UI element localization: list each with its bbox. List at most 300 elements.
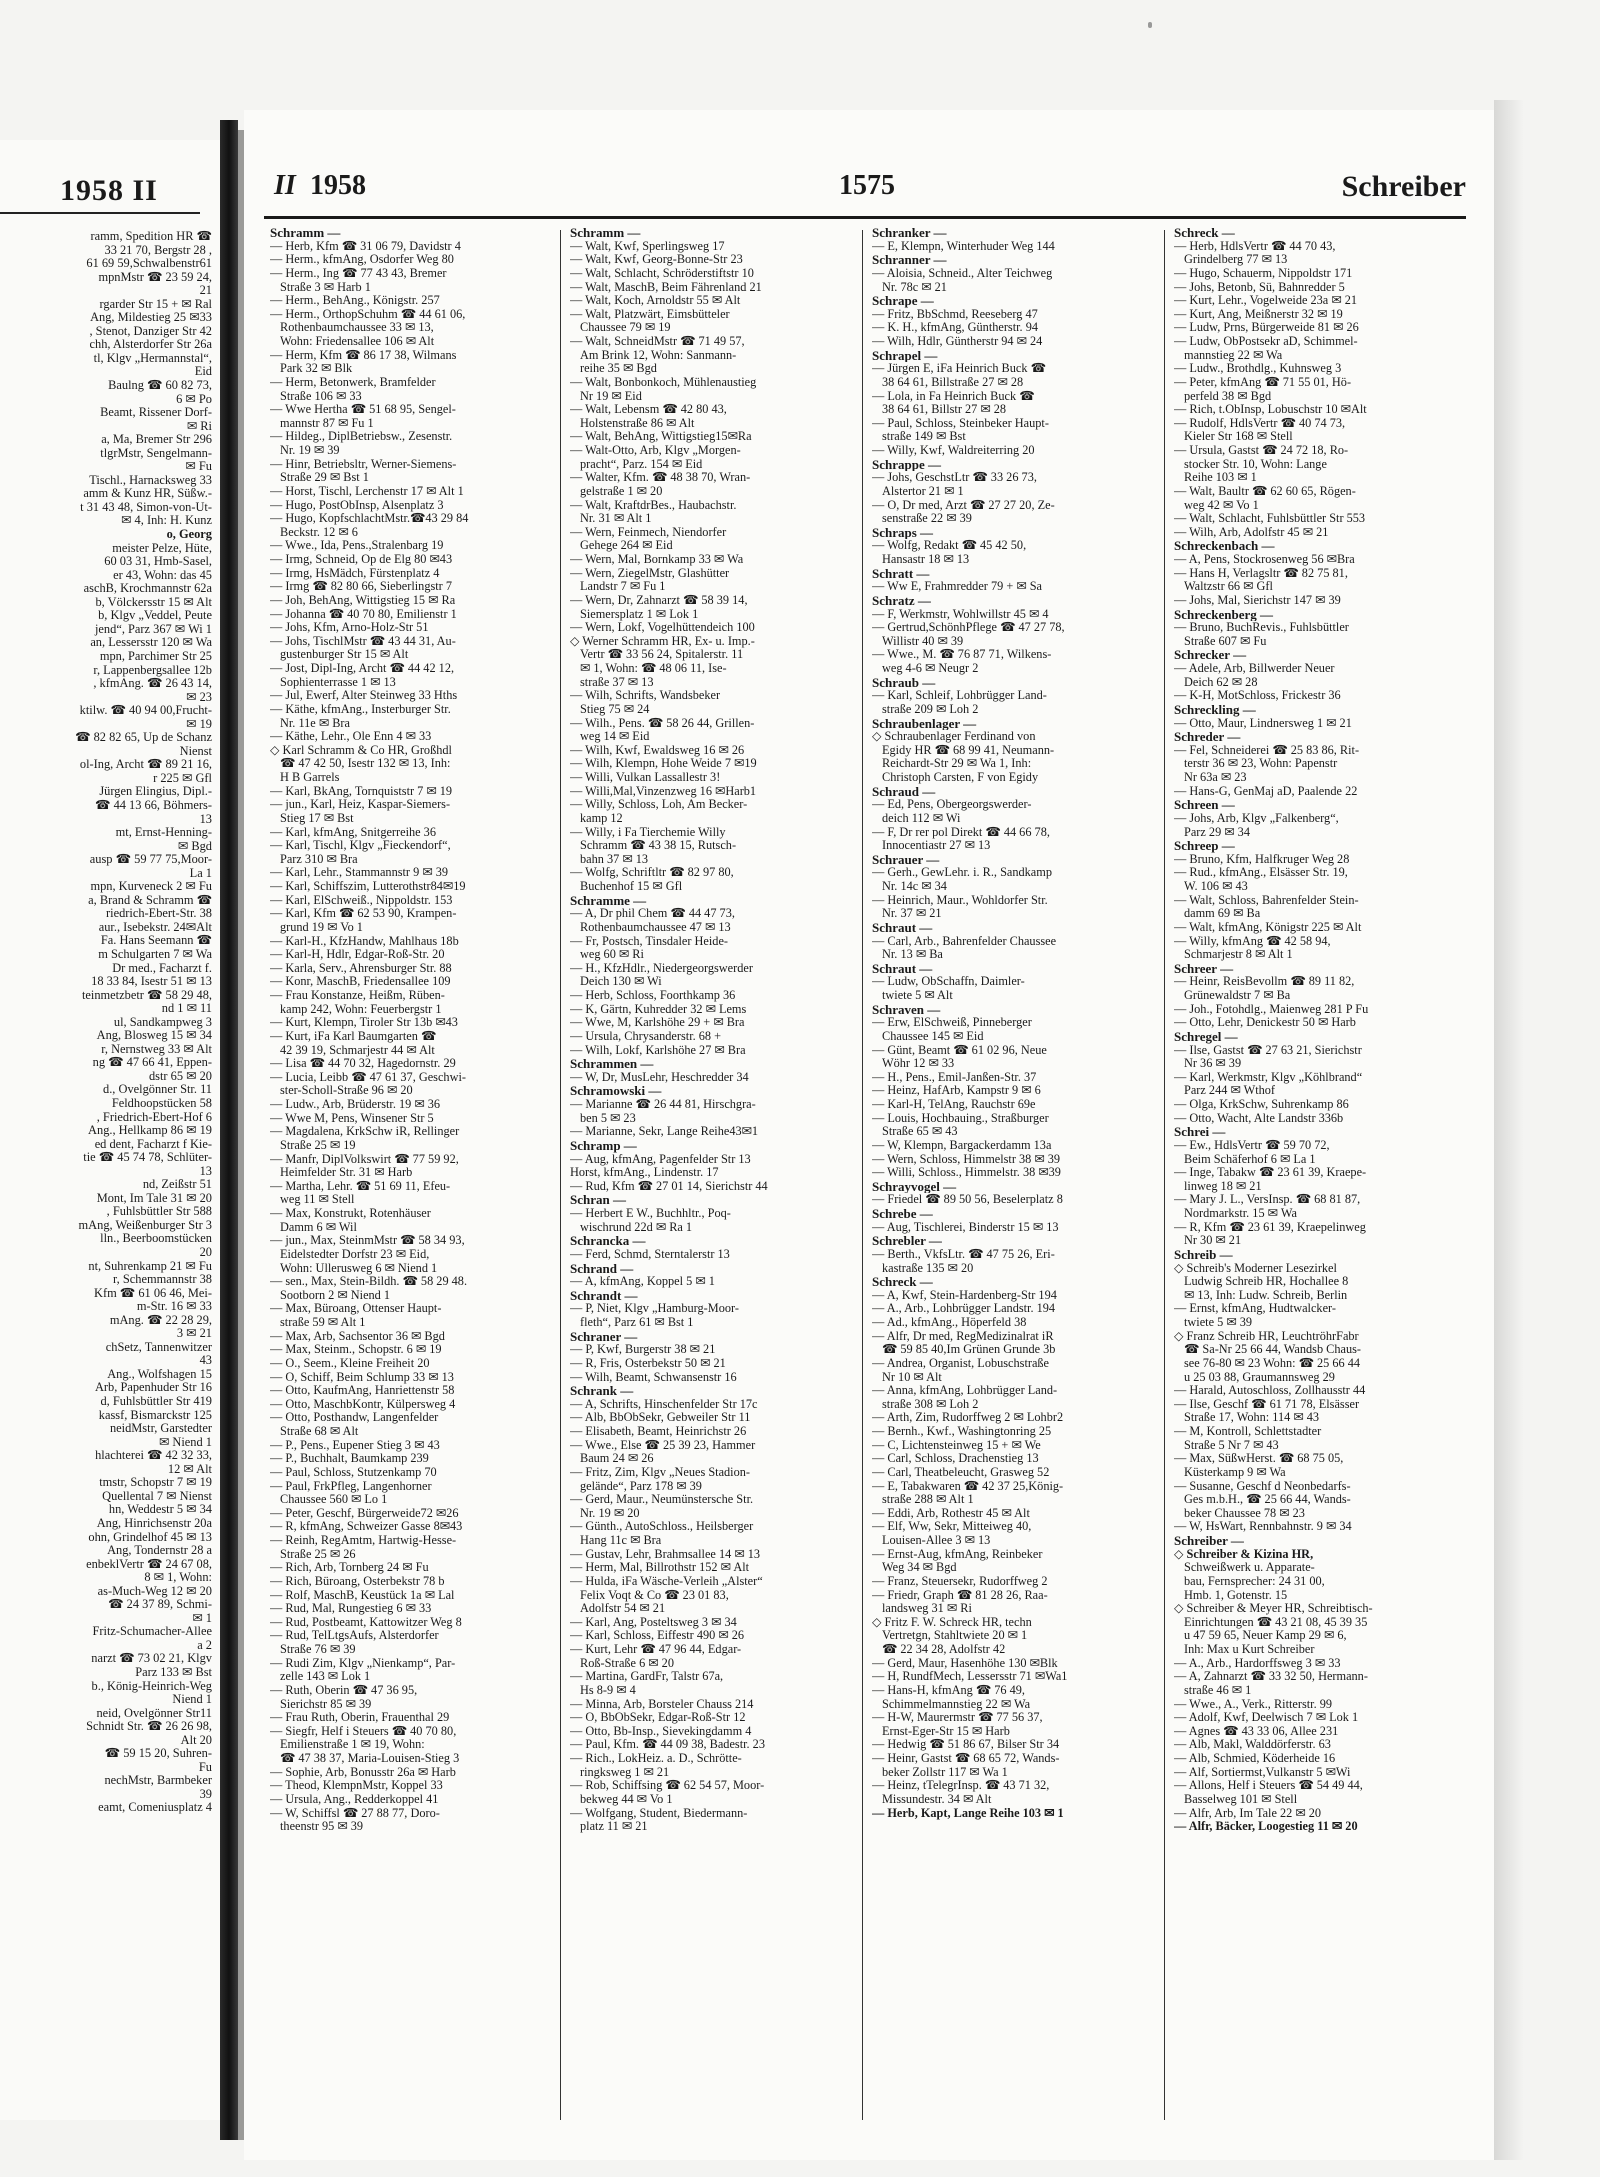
directory-entry-line: Nr. 14c ✉ 34 (882, 880, 947, 893)
directory-column-3 (872, 226, 1152, 2126)
directory-entry-line: Park 32 ✉ Blk (280, 362, 353, 376)
directory-entry-line: — Walt, Bonbonkoch, Mühlenaustieg (570, 375, 757, 389)
directory-entry-line: Reichardt-Str 29 ✉ Wa 1, Inh: (882, 757, 1032, 771)
directory-entry-line: — Theod, KlempnMstr, Koppel 33 (270, 1779, 443, 1793)
directory-entry-line: — Wilh, Schrifts, Wandsbeker (570, 689, 721, 703)
page-number: 1575 (839, 170, 895, 201)
directory-entry-line: — Friedel ☎ 89 50 56, Beselerplatz 8 (872, 1193, 1063, 1207)
directory-entry-line: — Kurt, Lehr., Vogelweide 23a ✉ 21 (1174, 294, 1357, 308)
directory-entry-line: Sootborn 2 ✉ Niend 1 (280, 1288, 391, 1302)
directory-entry-line: Schweißwerk u. Apparate- (1184, 1561, 1315, 1575)
left-entry-line: Fritz-Schumacher-Allee (92, 1625, 212, 1639)
directory-entry-line: — Kurt, iFa Karl Baumgarten ☎ (270, 1029, 437, 1043)
directory-entry-line: — Willi, Schloss., Himmelstr. 38 ✉39 (872, 1166, 1061, 1180)
left-entry-line: ausp ☎ 59 77 75,Moor- (89, 853, 212, 867)
directory-entry-line: — Käthe, Lehr., Ole Enn 4 ✉ 33 (270, 730, 432, 744)
left-entry-line: r, Nernstweg 33 ✉ Alt (101, 1042, 212, 1056)
directory-entry-line: — F, Dr rer pol Direkt ☎ 44 66 78, (872, 825, 1050, 839)
right-page (244, 110, 1494, 2160)
directory-entry-line: — Rich, Büroang, Osterbekstr 78 b (270, 1574, 445, 1588)
directory-entry-line: — Frau Konstanze, Heißm, Rüben- (270, 989, 445, 1002)
left-entry-line: ✉ 23 (186, 690, 212, 704)
directory-column-4 (1174, 226, 1454, 2126)
directory-entry-line: W. 106 ✉ 43 (1184, 880, 1248, 893)
surname-heading: Schrebler — (872, 1234, 942, 1248)
directory-entry-line: — Hinr, Betriebsltr, Werner-Siemens- (270, 457, 457, 471)
directory-entry-line: — M, Kontroll, Schlettstadter (1174, 1425, 1322, 1438)
directory-entry-line: — Karl, BkAng, Tornquiststr 7 ✉ 19 (270, 784, 453, 798)
volume-label: II (274, 170, 296, 201)
left-entry-line: ul, Sandkampweg 3 (113, 1015, 212, 1029)
book-gutter (220, 120, 238, 2140)
directory-entry-line: — Willi, Vulkan Lassallestr 3! (570, 771, 721, 784)
left-entry-line: r, Schemmannstr 38 (113, 1273, 212, 1287)
directory-entry-line: — Allons, Helf i Steuers ☎ 54 49 44, (1174, 1779, 1363, 1793)
directory-entry-line: — Willy, i Fa Tierchemie Willy (570, 825, 726, 839)
running-head-keyword: Schreiber (1341, 170, 1466, 203)
directory-entry-line: — Peter, Geschf, Bürgerweide72 ✉26 (270, 1506, 459, 1520)
directory-entry-line: fleth“, Parz 61 ✉ Bst 1 (580, 1316, 694, 1329)
directory-entry-line: — Rudi Zim, Klgv „Nienkamp“, Par- (270, 1656, 456, 1670)
directory-entry-line: — A, Zahnarzt ☎ 33 32 50, Hermann- (1174, 1670, 1368, 1684)
directory-entry-line: — Konr, MaschB, Friedensallee 109 (270, 975, 451, 989)
left-entry-line: 8 ✉ 1, Wohn: (144, 1571, 212, 1585)
left-entry-line: er 43, Wohn: das 45 (113, 568, 212, 582)
directory-entry-line: — Wilh, Kwf, Ewaldsweg 16 ✉ 26 (570, 743, 745, 757)
surname-heading: Schramm — (270, 226, 341, 240)
directory-entry-line: — Mary J. L., VersInsp. ☎ 68 81 87, (1174, 1193, 1361, 1207)
directory-entry-line: Nr 19 ✉ Eid (580, 389, 642, 403)
directory-entry-line: — Alb, Makl, Walddörferstr. 63 (1174, 1738, 1331, 1752)
surname-heading: Schreck — (1174, 226, 1235, 240)
column-divider (862, 230, 863, 2120)
directory-entry-line: — Rich., LokHeiz. a. D., Schrötte- (570, 1752, 742, 1765)
directory-entry-line: ◇ Schreib's Moderner Lesezirkel (1174, 1261, 1337, 1275)
directory-entry-line: — Ruth, Oberin ☎ 47 36 95, (270, 1683, 418, 1697)
directory-entry-line: Hs 8-9 ✉ 4 (580, 1683, 636, 1697)
directory-entry-line: — W, Schiffsl ☎ 27 88 77, Doro- (270, 1806, 440, 1820)
surname-heading: Schregel — (1174, 1029, 1238, 1044)
directory-entry-line: Rothenbaumchaussee 33 ✉ 13, (280, 321, 434, 335)
directory-entry-line: — Rich, Arb, Tornberg 24 ✉ Fu (270, 1561, 429, 1575)
left-entry-line: as-Much-Weg 12 ✉ 20 (97, 1584, 212, 1598)
directory-entry-line: — Elf, Ww, Sekr, Mitteiweg 40, (872, 1520, 1032, 1534)
directory-entry-line: 38 64 61, Billstraße 27 ✉ 28 (882, 375, 1024, 389)
directory-entry-line: — Gerh., GewLehr. i. R., Sandkamp (872, 866, 1052, 880)
directory-entry-line: — Ursula, Gastst ☎ 24 72 18, Ro- (1174, 444, 1349, 457)
left-entry-line: Arb, Papenhuder Str 16 (94, 1381, 212, 1395)
directory-entry-line: — Walt, Kwf, Georg-Bonne-Str 23 (570, 253, 743, 267)
directory-entry-line: ☎ 59 85 40,Im Grünen Grunde 3b (882, 1343, 1056, 1357)
directory-entry-line: — Herm, Kfm ☎ 86 17 38, Wilmans (270, 348, 457, 362)
directory-entry-line: — Walt, kfmAng, Königstr 225 ✉ Alt (1174, 920, 1362, 934)
directory-entry-line: — Jürgen E, iFa Heinrich Buck ☎ (872, 362, 1046, 376)
directory-entry-line: Missundestr. 34 ✉ Alt (882, 1792, 992, 1806)
directory-entry-line: — Marianne, Sekr, Lange Reihe43✉1 (570, 1125, 759, 1139)
directory-entry-line: mannstr 87 ✉ Fu 1 (280, 416, 374, 430)
surname-heading: Schreiber — (1174, 1534, 1244, 1548)
directory-entry-line: — Herb, Kapt, Lange Reihe 103 ✉ 1 (872, 1806, 1064, 1820)
left-entry-line: 43 (199, 1354, 212, 1368)
directory-entry-line: — Franz, Steuersekr, Rudorffweg 2 (872, 1574, 1048, 1588)
directory-entry-line: — K-H, MotSchloss, Frickestr 36 (1174, 689, 1341, 703)
directory-entry-line: — Johs, Mal, Sierichstr 147 ✉ 39 (1174, 593, 1341, 607)
directory-entry-line: damm 69 ✉ Ba (1184, 907, 1261, 921)
directory-entry-line: — Karl, Schloss, Eiffestr 490 ✉ 26 (570, 1629, 745, 1643)
directory-entry-line: stocker Str. 10, Wohn: Lange (1184, 457, 1327, 471)
surname-heading: Schreep — (1174, 839, 1235, 853)
directory-entry-line: — Wern, Feinmech, Niendorfer (570, 525, 727, 539)
directory-entry-line: — Rolf, MaschB, Keustück 1a ✉ Lal (270, 1588, 455, 1602)
directory-entry-line: Stieg 17 ✉ Bst (280, 811, 354, 825)
directory-entry-line: — O, Schiff, Beim Schlump 33 ✉ 13 (270, 1370, 454, 1384)
directory-entry-line: — Heinz, HafArb, Kampstr 9 ✉ 6 (872, 1084, 1041, 1098)
surname-heading: Schrank — (570, 1384, 634, 1398)
directory-entry-line: — Hildeg., DiplBetriebsw., Zesenstr. (270, 430, 453, 444)
directory-entry-line: — Karl, Kfm ☎ 62 53 90, Krampen- (270, 907, 457, 921)
directory-entry-line: — Heinr, Gastst ☎ 68 65 72, Wands- (872, 1752, 1060, 1765)
directory-entry-line: — Herm, Betonwerk, Bramfelder (270, 375, 436, 389)
left-entry-line: ☎ 59 15 20, Suhren- (104, 1747, 212, 1761)
directory-entry-line: — K, Gärtn, Kuhredder 32 ✉ Lems (570, 1002, 747, 1016)
directory-entry-line: weg 42 ✉ Vo 1 (1184, 498, 1259, 512)
left-entry-line: Dr med., Facharzt f. (112, 961, 212, 975)
directory-entry-line: — Wilh., Pens. ☎ 58 26 44, Grillen- (570, 716, 755, 730)
directory-entry-line: Horst, kfmAng., Lindenstr. 17 (570, 1166, 719, 1180)
directory-entry-line: — Johanna ☎ 40 70 80, Emilienstr 1 (270, 607, 457, 621)
directory-entry-line: Reihe 103 ✉ 1 (1184, 471, 1257, 485)
directory-column-1 (270, 226, 550, 2126)
directory-entry-line: — H, RundfMech, Lessersstr 71 ✉Wa1 (872, 1670, 1068, 1684)
directory-column-2 (570, 226, 850, 2126)
directory-entry-line: kastraße 135 ✉ 20 (882, 1261, 974, 1275)
directory-entry-line: — Minna, Arb, Borsteler Chauss 214 (570, 1697, 754, 1711)
directory-entry-line: Grindelberg 77 ✉ 13 (1184, 253, 1288, 267)
directory-entry-line: — Rud, Mal, Rungestieg 6 ✉ 33 (270, 1602, 432, 1616)
directory-entry-line: — Wwe, M, Karlshöhe 29 + ✉ Bra (570, 1016, 745, 1030)
surname-heading: Schreder — (1174, 730, 1241, 744)
directory-entry-line: beker Zollstr 117 ✉ Wa 1 (882, 1765, 1008, 1779)
left-entry-line: 20 (199, 1246, 212, 1260)
directory-entry-line: Damm 6 ✉ Wil (280, 1220, 357, 1234)
directory-entry-line: — Susanne, Geschf d Neonbedarfs- (1174, 1479, 1351, 1493)
column-divider (560, 230, 561, 2120)
directory-entry-line: — A, Kwf, Stein-Hardenberg-Str 194 (872, 1288, 1057, 1302)
directory-entry-line: see 76-80 ✉ 23 Wohn: ☎ 25 66 44 (1184, 1356, 1361, 1370)
directory-entry-line: — Johs, Kfm, Arno-Holz-Str 51 (270, 621, 429, 635)
directory-entry-line: — Rudolf, HdlsVertr ☎ 40 74 73, (1174, 416, 1346, 430)
directory-entry-line: — Carl, Schloss, Drachenstieg 13 (872, 1452, 1039, 1466)
directory-entry-line: 38 64 61, Billstr 27 ✉ 28 (882, 403, 1007, 417)
directory-entry-line: — Walt, SchneidMstr ☎ 71 49 57, (570, 335, 745, 348)
directory-entry-line: Nr. 37 ✉ 21 (882, 907, 942, 921)
directory-entry-line: Straße 3 ✉ Harb 1 (280, 280, 371, 294)
directory-entry-line: — Walt, Kwf, Sperlingsweg 17 (570, 239, 725, 253)
directory-entry-line: ringksweg 1 ✉ 21 (580, 1765, 670, 1779)
directory-entry-line: theenstr 95 ✉ 39 (280, 1820, 364, 1834)
directory-entry-line: — Karl-H., KfzHandw, Mahlhaus 18b (270, 934, 459, 948)
left-entry-line: Niend 1 (172, 1693, 212, 1707)
directory-entry-line: — Max, Büroang, Ottenser Haupt- (270, 1302, 442, 1316)
directory-entry-line: — Hugo, PostObInsp, Alsenplatz 3 (270, 498, 444, 512)
left-entry-line: kassf, Bismarckstr 125 (98, 1408, 212, 1422)
directory-entry-line: — Willi,Mal,Vinzenzweg 16 ✉Harb1 (570, 784, 757, 798)
left-entry-line: Ang, Blosweg 15 ✉ 34 (96, 1029, 212, 1043)
directory-entry-line: — Wern, ZiegelMstr, Glashütter (570, 566, 730, 580)
directory-entry-line: — Carl, Arb., Bahrenfelder Chaussee (872, 934, 1057, 948)
directory-entry-line: — Ed, Pens, Obergeorgswerder- (872, 798, 1032, 812)
directory-entry-line: Nr. 31 ✉ Alt 1 (580, 512, 652, 526)
directory-entry-line: — H-W, Maurermstr ☎ 77 56 37, (872, 1711, 1043, 1725)
directory-entry-line: landsweg 31 ✉ Ri (882, 1602, 972, 1616)
directory-entry-line: Schimmelmannstieg 22 ✉ Wa (882, 1697, 1031, 1711)
left-entry-line: r 225 ✉ Gfl (153, 771, 212, 785)
directory-entry-line: grund 19 ✉ Vo 1 (280, 920, 363, 934)
directory-entry-line: — Alfr, Arb, Im Tale 22 ✉ 20 (1174, 1806, 1322, 1820)
left-header-rule (0, 212, 200, 214)
directory-entry-line: — Wilh, Lokf, Karlshöhe 27 ✉ Bra (570, 1043, 746, 1057)
directory-entry-line: ☎ Sa-Nr 25 66 44, Wandsb Chaus- (1184, 1343, 1362, 1357)
left-entry-line: Ang, Tondernstr 28 a (107, 1544, 212, 1558)
directory-entry-line: — Ursula, Chrysanderstr. 68 + (570, 1029, 722, 1043)
left-entry-line: o, Georg (166, 528, 212, 542)
directory-entry-line: — Walt, Schlacht, Schröderstiftstr 10 (570, 266, 754, 280)
directory-entry-line: bekweg 44 ✉ Vo 1 (580, 1792, 673, 1806)
directory-entry-line: ◇ Schreiber & Kizina HR, (1174, 1547, 1314, 1561)
directory-entry-line: — Lucia, Leibb ☎ 47 61 37, Geschwi- (270, 1070, 466, 1084)
directory-entry-line: — Herbert E W., Buchhltr., Poq- (570, 1207, 731, 1220)
directory-entry-line: Sierichstr 85 ✉ 39 (280, 1697, 372, 1711)
directory-entry-line: ◇ Schreiber & Meyer HR, Schreibtisch- (1174, 1602, 1373, 1616)
directory-entry-line: Grünewaldstr 7 ✉ Ba (1184, 989, 1291, 1002)
directory-entry-line: — Otto, MaschbKontr, Külpersweg 4 (270, 1397, 456, 1411)
surname-heading: Schreckenbach — (1174, 539, 1275, 553)
directory-entry-line: — Wwe., M. ☎ 76 87 71, Wilkens- (872, 648, 1052, 662)
directory-entry-line: ◇ Fritz F. W. Schreck HR, techn (872, 1615, 1032, 1629)
directory-entry-line: straße 308 ✉ Loh 2 (882, 1397, 979, 1411)
surname-heading: Schramm — (570, 226, 641, 240)
directory-entry-line: — Herb, Kfm ☎ 31 06 79, Davidstr 4 (270, 239, 461, 253)
directory-entry-line: Basselweg 101 ✉ Stell (1184, 1792, 1298, 1806)
directory-entry-line: Rothenbaumchaussee 47 ✉ 13 (580, 920, 731, 934)
directory-entry-line: — Herm, Mal, Billrothstr 152 ✉ Alt (570, 1561, 750, 1575)
directory-entry-line: — H., KfzHdlr., Niedergeorgswerder (570, 961, 753, 975)
directory-entry-line: — Irmg, HsMädch, Fürstenplatz 4 (270, 566, 440, 580)
surname-heading: Schraut — (872, 920, 933, 935)
directory-entry-line: gelände“, Parz 178 ✉ 39 (580, 1479, 702, 1493)
directory-entry-line: reihe 35 ✉ Bgd (580, 362, 657, 376)
directory-entry-line: — Ww E, Frahmredder 79 + ✉ Sa (872, 580, 1043, 594)
left-entry-line: t 31 43 48, Simon-von-Ut- (80, 500, 212, 514)
directory-entry-line: — Walt, Lebensm ☎ 42 80 43, (570, 403, 727, 417)
directory-entry-line: Weg 34 ✉ Bgd (882, 1561, 957, 1575)
left-entry-line: lln., Beerboomstücken (100, 1232, 212, 1246)
page-edge-shadow (1494, 100, 1524, 2160)
directory-entry-line: — Max, Arb, Sachsentor 36 ✉ Bgd (270, 1329, 445, 1343)
left-entry-line: Kfm ☎ 61 06 46, Mei- (94, 1286, 212, 1300)
directory-entry-line: — Ludw, Prns, Bürgerweide 81 ✉ 26 (1174, 321, 1359, 335)
directory-entry-line: Kieler Str 168 ✉ Stell (1184, 430, 1293, 444)
directory-entry-line: Alstertor 21 ✉ 1 (882, 484, 964, 498)
left-entry-line: 3 ✉ 21 (176, 1327, 212, 1341)
directory-entry-line: — Johs, GeschstLtr ☎ 33 26 73, (872, 471, 1037, 485)
directory-entry-line: Nordmarkstr. 15 ✉ Wa (1184, 1207, 1297, 1220)
surname-heading: Schraub — (872, 675, 936, 690)
directory-entry-line: Hmb. 1, Gotenstr. 15 (1184, 1588, 1288, 1602)
directory-entry-line: — Arth, Zim, Rudorffweg 2 ✉ Lohbr2 (872, 1411, 1064, 1425)
directory-entry-line: Heimfelder Str. 31 ✉ Harb (280, 1166, 413, 1180)
left-entry-line: Ang, Mildestieg 25 ✉33 (90, 311, 212, 325)
directory-entry-line: — R, Fris, Osterbekstr 50 ✉ 21 (570, 1356, 726, 1370)
directory-columns (264, 226, 1466, 2146)
directory-entry-line: — Wolfgang, Student, Biedermann- (570, 1806, 748, 1820)
directory-entry-line: Chaussee 145 ✉ Eid (882, 1029, 984, 1043)
directory-entry-line: bahn 37 ✉ 13 (580, 852, 649, 866)
directory-entry-line: kamp 12 (580, 811, 623, 825)
left-entry-line: hn, Weddestr 5 ✉ 34 (108, 1503, 212, 1517)
directory-entry-line: — Max, Steinm., Schopstr. 6 ✉ 19 (270, 1343, 442, 1357)
surname-heading: Schreib — (1174, 1247, 1233, 1262)
directory-entry-line: — Karl, Schiffszim, Lutterothstr84✉19 (270, 880, 466, 893)
directory-entry-line: — Wilh, Hdlr, Güntherstr 94 ✉ 24 (872, 335, 1043, 348)
left-entry-line: a, Brand & Schramm ☎ (88, 893, 212, 907)
directory-entry-line: — Johs, TischlMstr ☎ 43 44 31, Au- (270, 634, 456, 648)
left-entry-line: Mont, Im Tale 31 ✉ 20 (96, 1191, 212, 1205)
directory-entry-line: — Kurt, Ang, Meißnerstr 32 ✉ 19 (1174, 307, 1343, 321)
directory-entry-line: Deich 62 ✉ 28 (1184, 675, 1258, 689)
left-entry-line: mt, Ernst-Henning- (115, 826, 212, 840)
surname-heading: Schreck — (872, 1275, 933, 1289)
left-entry-line: La 1 (189, 866, 212, 880)
directory-entry-line: — Adolf, Kwf, Deelwisch 7 ✉ Lok 1 (1174, 1711, 1359, 1725)
left-entry-line: 13 (199, 1164, 212, 1178)
directory-entry-line: — P, Niet, Klgv „Hamburg-Moor- (570, 1302, 739, 1316)
left-entry-line: neid, Ovelgönner Str11 (96, 1706, 212, 1720)
left-page-header: 1958 II (60, 174, 158, 207)
surname-heading: Schreer — (1174, 961, 1234, 976)
directory-entry-line: — Paul, Schloss, Stutzenkamp 70 (270, 1465, 437, 1479)
directory-entry-line: — Wern, Dr, Zahnarzt ☎ 58 39 14, (570, 593, 748, 607)
left-entry-line: ☎ 24 37 89, Schmi- (108, 1598, 212, 1612)
directory-entry-line: — Manfr, DiplVolkswirt ☎ 77 59 92, (270, 1152, 459, 1166)
directory-entry-line: — Carl, Theatbeleucht, Grasweg 52 (872, 1465, 1050, 1479)
directory-entry-line: — Walt, Schloss, Bahrenfelder Stein- (1174, 893, 1359, 907)
directory-entry-line: — R, Kfm ☎ 23 61 39, Kraepelinweg (1174, 1220, 1366, 1234)
directory-entry-line: Landstr 7 ✉ Fu 1 (580, 580, 666, 594)
directory-entry-line: — Herb, Schloss, Foorthkamp 36 (570, 989, 736, 1002)
left-entry-line: mAng. ☎ 22 28 29, (109, 1313, 212, 1327)
left-entry-line: nd 1 ✉ 11 (161, 1002, 212, 1016)
directory-entry-line: — Karl-H, Hdlr, Edgar-Roß-Str. 20 (270, 948, 445, 962)
directory-entry-line: — Lisa ☎ 44 70 32, Hagedornstr. 29 (270, 1057, 456, 1071)
left-entry-line: ng ☎ 47 66 41, Eppen- (92, 1056, 212, 1070)
directory-entry-line: — Rud, TelLtgsAufs, Alsterdorfer (270, 1629, 439, 1643)
directory-entry-line: zelle 143 ✉ Lok 1 (280, 1670, 371, 1684)
directory-entry-line: — Friedr, Graph ☎ 81 28 26, Raa- (872, 1588, 1048, 1602)
directory-entry-line: — Wolfg, Redakt ☎ 45 42 50, (872, 539, 1027, 553)
directory-entry-line: Straße 607 ✉ Fu (1184, 634, 1267, 648)
directory-entry-line: — Otto, Maur, Lindnersweg 1 ✉ 21 (1174, 716, 1352, 730)
left-entry-line: tie ☎ 45 74 78, Schlüter- (83, 1151, 212, 1165)
directory-entry-line: — Karl, Tischl, Klgv „Fieckendorf“, (270, 839, 451, 853)
directory-entry-line: ☎ 22 34 28, Adolfstr 42 (882, 1643, 1006, 1656)
directory-entry-line: — Paul, Schloss, Steinbeker Haupt- (872, 416, 1049, 430)
surname-heading: Schrandt — (570, 1288, 638, 1303)
left-entry-line: ohn, Grindelhof 45 ✉ 13 (88, 1530, 212, 1544)
directory-entry-line: — Heinr, ReisBevollm ☎ 89 11 82, (1174, 975, 1355, 989)
directory-entry-line: — O., Seem., Kleine Freiheit 20 (270, 1356, 430, 1370)
left-entry-line: 12 ✉ Alt (167, 1462, 212, 1476)
directory-entry-line: Deich 130 ✉ Wi (580, 975, 662, 989)
directory-entry-line: — Paul, Kfm. ☎ 44 09 38, Badestr. 23 (570, 1738, 765, 1752)
directory-entry-line: — H., Pens., Emil-Janßen-Str. 37 (872, 1070, 1037, 1084)
directory-entry-line: — Wilh, Klempn, Hohe Weide 7 ✉19 (570, 757, 757, 771)
directory-entry-line: — Hans-G, GenMaj aD, Paalende 22 (1174, 784, 1358, 798)
left-entry-line: ☎ 44 13 66, Böhmers- (95, 798, 212, 812)
directory-entry-line: Stieg 75 ✉ 24 (580, 702, 650, 716)
surname-heading: Schrei — (1174, 1125, 1226, 1139)
directory-entry-line: ✉ 13, Inh: Ludw. Schreib, Berlin (1184, 1288, 1348, 1302)
directory-entry-line: ster-Scholl-Straße 96 ✉ 20 (280, 1084, 413, 1098)
surname-heading: Schrappe — (872, 457, 941, 472)
left-entry-line: Baulng ☎ 60 82 73, (108, 379, 212, 393)
directory-entry-line: — A, Dr phil Chem ☎ 44 47 73, (570, 907, 735, 921)
directory-entry-line: — Karl-H, TelAng, Rauchstr 69e (872, 1098, 1036, 1111)
left-entry-line: neidMstr, Garstedter (109, 1422, 212, 1436)
left-entry-line: rgarder Str 15 + ✉ Ral (99, 297, 212, 311)
directory-entry-line: twiete 5 ✉ 39 (1184, 1316, 1253, 1329)
surname-heading: Schramowski — (570, 1084, 662, 1098)
directory-entry-line: — Karl, Werkmstr, Klgv „Köhlbrand“ (1174, 1070, 1363, 1084)
directory-entry-line: — Gustav, Lehr, Brahmsallee 14 ✉ 13 (570, 1547, 761, 1561)
directory-entry-line: — Karl, ElSchweiß., Nippoldstr. 153 (270, 893, 453, 907)
directory-entry-line: — Otto, Lehr, Denickestr 50 ✉ Harb (1174, 1016, 1356, 1030)
left-entry-line: 18 33 84, Isestr 51 ✉ 13 (91, 975, 212, 989)
directory-entry-line: — Rich, t.ObInsp, Lobuschstr 10 ✉Alt (1174, 403, 1367, 417)
directory-entry-line: terstr 36 ✉ 23, Wohn: Papenstr (1184, 757, 1338, 771)
directory-entry-line: weg 11 ✉ Stell (280, 1193, 355, 1207)
directory-entry-line: — P., Pens., Eupener Stieg 3 ✉ 43 (270, 1438, 440, 1452)
surname-heading: Schraubenlager — (872, 716, 977, 731)
directory-entry-line: straße 37 ✉ 13 (580, 675, 654, 689)
left-entry-line: mpn, Parchimer Str 25 (99, 649, 212, 663)
directory-entry-line: — Ilse, Gastst ☎ 27 63 21, Sierichstr (1174, 1043, 1362, 1057)
directory-entry-line: — Rob, Schiffsing ☎ 62 54 57, Moor- (570, 1779, 765, 1793)
left-entry-line: jend“, Parz 367 ✉ Wi 1 (94, 622, 212, 636)
directory-entry-line: — Herm., BehAng., Königstr. 257 (270, 294, 440, 308)
left-entry-line: ✉ Ri (186, 419, 212, 433)
left-entry-line: ed dent, Facharzt f Kie- (94, 1137, 212, 1151)
directory-entry-line: — Hedwig ☎ 51 86 67, Bilser Str 34 (872, 1738, 1060, 1752)
directory-entry-line: — Gerd, Maur., Neumünstersche Str. (570, 1493, 754, 1507)
surname-heading: Schranner — (872, 253, 947, 267)
directory-entry-line: beker Chaussee 78 ✉ 23 (1184, 1506, 1305, 1520)
directory-entry-line: Nr. 78c ✉ 21 (882, 280, 947, 294)
left-entry-line: an, Lessersstr 120 ✉ Wa (90, 636, 212, 650)
left-entry-line: Fu (198, 1760, 212, 1774)
directory-entry-line: gelstraße 1 ✉ 20 (580, 484, 663, 498)
scan-speck (1148, 22, 1152, 28)
directory-entry-line: — Karla, Serv., Ahrensburger Str. 88 (270, 961, 452, 975)
directory-entry-line: — E, Tabakwaren ☎ 42 37 25,König- (872, 1479, 1064, 1493)
directory-entry-line: — Martha, Lehr. ☎ 51 69 11, Efeu- (270, 1179, 451, 1193)
directory-entry-line: Buchenhof 15 ✉ Gfl (580, 880, 683, 893)
directory-entry-line: — Fritz, Zim, Klgv „Neues Stadion- (570, 1465, 750, 1479)
directory-entry-line: u 47 59 65, Neuer Kamp 29 ✉ 6, (1184, 1629, 1347, 1643)
surname-heading: Schraud — (872, 784, 936, 799)
left-entry-line: d, Fuhlsbüttler Str 419 (100, 1395, 212, 1409)
directory-entry-line: — Bruno, BuchRevis., Fuhlsbüttler (1174, 621, 1349, 635)
